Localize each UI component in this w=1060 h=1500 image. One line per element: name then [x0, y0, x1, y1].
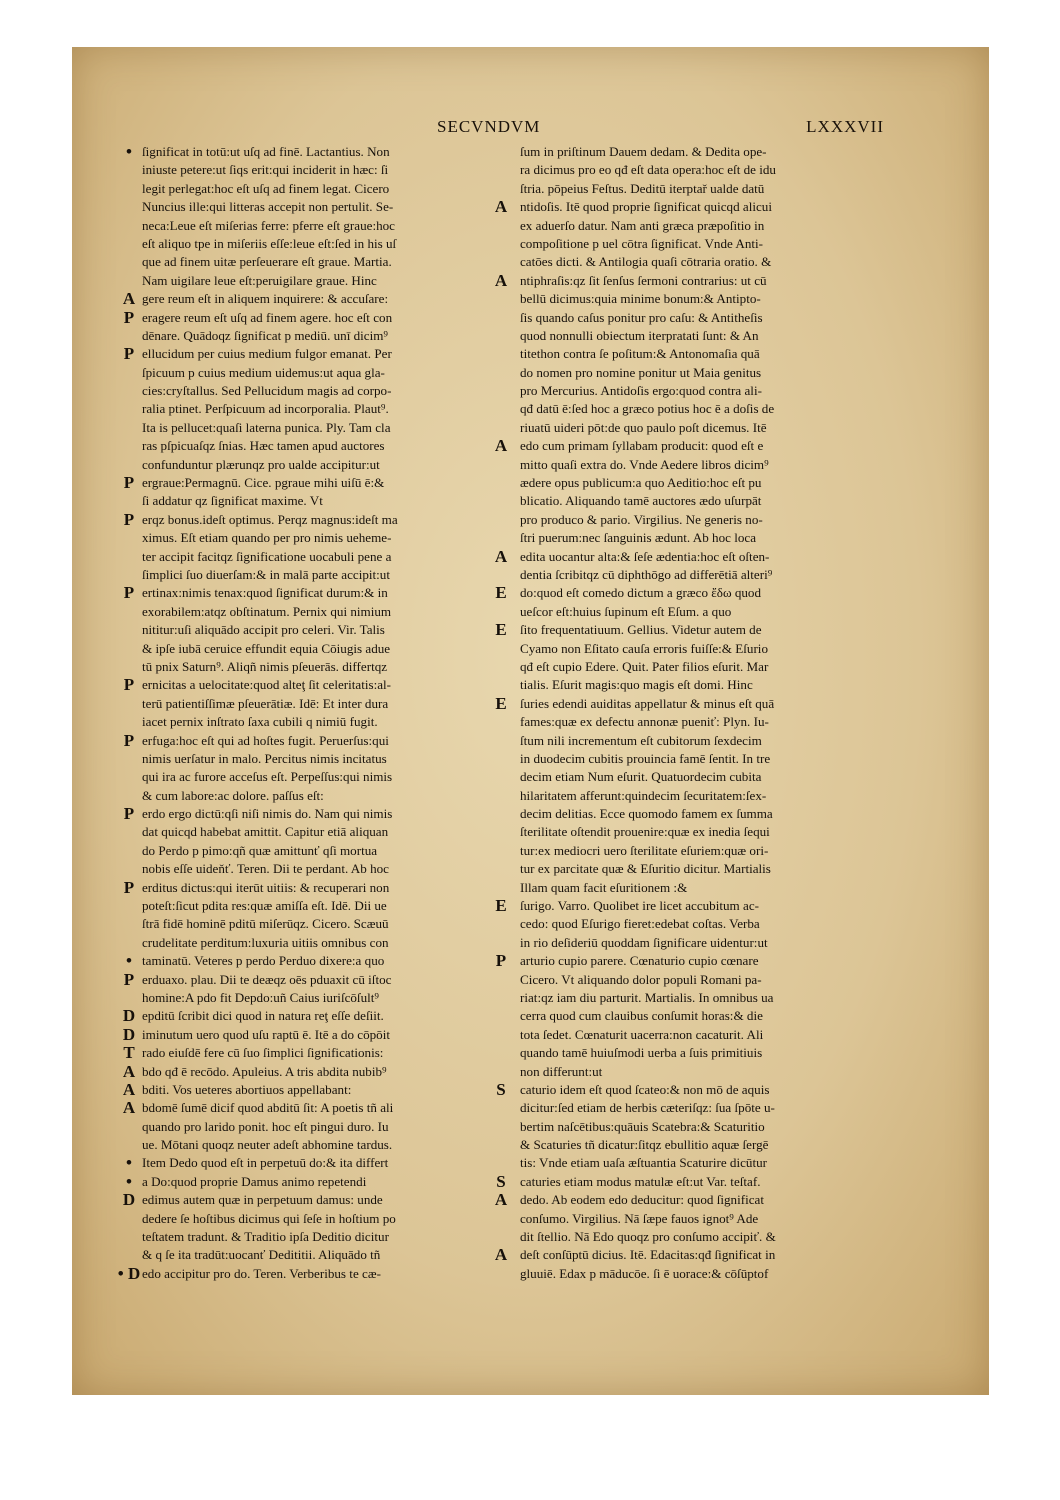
line-text: ernicitas a uelocitate:quod alteţ ſit celeritatis:al-	[142, 677, 392, 693]
text-line	[482, 805, 902, 823]
line-text: iacet pernix inſtrato ſaxa cubili q nimiū fugit.	[142, 714, 378, 730]
right-text-column	[482, 143, 902, 1283]
text-line	[116, 1044, 492, 1062]
line-text: ſimplici ſuo diuerſam:& in malā parte accipit:ut	[142, 566, 390, 582]
line-text: ſpicuum p cuius medium uidemus:ut aqua gla-	[142, 364, 385, 380]
text-line	[116, 787, 492, 805]
text-line	[116, 1136, 492, 1154]
line-text: dedere ſe hoſtibus dicimus qui ſeſe in hoſtium po	[142, 1210, 396, 1226]
line-text: cies:cryſtallus. Sed Pellucidum magis ad corpo-	[142, 383, 392, 399]
line-text: tur:ex mediocri uero ſterilitate eſuriem:quæ ori-	[520, 842, 769, 858]
text-line	[482, 750, 902, 768]
line-text: qđ eſt cupio Edere. Quit. Pater filios eſurit. Mar	[520, 658, 769, 674]
line-text: riuatū uideri pōt:de quo paulo poſt dicemus. Itē	[520, 419, 767, 435]
line-text: homine:A pdo fit Depdo:uñ Caius iuriſcōſult⁹	[142, 989, 379, 1005]
text-line	[116, 952, 492, 970]
text-line	[482, 272, 902, 290]
text-line	[482, 161, 902, 179]
text-line	[482, 1136, 902, 1154]
line-text: tialis. Eſurit magis:quo magis eſt domi. Hinc	[520, 677, 753, 693]
text-line	[116, 879, 492, 897]
margin-marker: D	[122, 1007, 136, 1026]
line-text: quando pro larido ponit. hoc eſt pingui duro. Iu	[142, 1118, 389, 1134]
line-text: pro produco & pario. Virgilius. Ne generis no-	[520, 511, 763, 527]
line-text: deſt conſūptū dicius. Itē. Edacitas:qđ ſignificat in	[520, 1247, 776, 1263]
line-text: Cicero. Vt aliquando dolor populi Romani pa-	[520, 971, 762, 987]
line-text: ertinax:nimis tenax:quod ſignificat durum:& in	[142, 585, 388, 601]
line-text: Nam uigilare leue eſt:peruigilare graue. Hinc	[142, 272, 377, 288]
text-line	[482, 768, 902, 786]
margin-marker: E	[495, 584, 507, 603]
line-text: edo accipitur pro do. Teren. Verberibus te cæ-	[142, 1265, 381, 1281]
line-text: Cyamo non Eſitato cauſa erroris fuiſſe:& Eſurio	[520, 640, 768, 656]
line-text: tota ſedet. Cœnaturit uacerra:non cacaturit. Ali	[520, 1026, 764, 1042]
line-text: ex aduerſo datur. Nam anti græca præpoſitio in	[520, 217, 765, 233]
text-line	[482, 198, 902, 216]
text-line	[482, 934, 902, 952]
text-line	[116, 382, 492, 400]
text-line	[482, 732, 902, 750]
text-line	[116, 419, 492, 437]
line-text: iminutum uero quod uſu raptū ē. Itē a do cōpōit	[142, 1026, 391, 1042]
margin-marker: P	[123, 805, 135, 824]
text-line	[482, 971, 902, 989]
line-text: do:quod eſt comedo dictum a græco ἔδω quod	[520, 585, 762, 601]
text-line	[482, 989, 902, 1007]
text-line	[116, 548, 492, 566]
text-line	[116, 492, 492, 510]
line-text: dēnare. Quādoqz ſignificat p mediū. unī dicim⁹	[142, 327, 389, 343]
text-line	[116, 217, 492, 235]
text-line	[116, 823, 492, 841]
text-line	[482, 879, 902, 897]
text-line	[116, 1265, 492, 1283]
text-line	[482, 235, 902, 253]
text-line	[116, 1026, 492, 1044]
text-line	[482, 382, 902, 400]
text-line	[116, 860, 492, 878]
text-line	[482, 1173, 902, 1191]
text-line	[116, 529, 492, 547]
line-text: decim delitias. Ecce quomodo famem ex ſumma	[520, 806, 773, 822]
text-line	[116, 456, 492, 474]
text-line	[482, 823, 902, 841]
text-line	[116, 971, 492, 989]
text-line	[482, 1063, 902, 1081]
margin-marker: E	[495, 694, 507, 713]
line-text: qđ datū ē:ſed hoc a græco potius hoc ē a doſis de	[520, 401, 775, 417]
text-line	[482, 897, 902, 915]
line-text: eragere reum eſt uſq ad finem agere. hoc eſt con	[142, 309, 393, 325]
margin-marker: S	[496, 1080, 506, 1099]
text-line	[116, 603, 492, 621]
line-text: que ad finem uitæ perſeuerare eſt graue. Martia.	[142, 254, 392, 270]
line-text: ntiphraſis:qz ſit ſenſus ſermoni contrarius: ut cū	[520, 272, 767, 288]
text-line	[116, 327, 492, 345]
margin-marker: A	[122, 290, 136, 309]
text-line	[482, 364, 902, 382]
text-line	[116, 272, 492, 290]
line-text: rado eiuſdē fere cū ſuo ſimplici ſignificationis:	[142, 1045, 384, 1061]
text-line	[482, 419, 902, 437]
line-text: ueſcor eſt:huius ſupinum eſt Eſum. a quo	[520, 603, 732, 619]
line-text: Ita is pellucet:quaſi laterna punica. Ply. Tam cla	[142, 419, 391, 435]
line-text: caturio idem eſt quod ſcateo:& non mō de aquis	[520, 1081, 770, 1097]
text-line	[116, 640, 492, 658]
line-text: erqz bonus.ideſt optimus. Perqz magnus:ideſt ma	[142, 511, 398, 527]
line-text: dat quicqd habebat amittit. Capitur etiā aliquan	[142, 824, 389, 840]
line-text: terū patientiſſimæ pſeuerātiæ. Idē: Et inter dura	[142, 695, 389, 711]
line-text: gere reum eſt in aliquem inquirere: & accuſare:	[142, 291, 389, 307]
line-text: iniuste petere:ut ſiqs erit:qui inciderit in hæc: ſi	[142, 162, 389, 178]
line-text: bertim naſcētibus:quāuis Scatebra:& Scaturitio	[520, 1118, 765, 1134]
text-line	[482, 658, 902, 676]
line-text: nimis uerſatur in malo. Percitus nimis incitatus	[142, 750, 387, 766]
text-line	[116, 437, 492, 455]
line-text: catōes dicti. & Antilogia quaſi cōtraria oratio. &	[520, 254, 772, 270]
running-title: SECVNDVM	[437, 117, 541, 136]
line-text: eſt aliquo tpe in miſeriis eſſe:leue eſt:ſed in his uſ	[142, 235, 397, 251]
text-line	[116, 180, 492, 198]
line-text: fames:quæ ex defectu annonæ pueniť: Plyn. Iu-	[520, 714, 769, 730]
line-text: nititur:uſi aliquādo accipit pro celeri. Vir. Talis	[142, 622, 385, 638]
line-text: & Scaturies tñ dicatur:ſitqz ebullitio aquæ ſergē	[520, 1137, 769, 1153]
text-line	[482, 566, 902, 584]
margin-marker: D	[122, 1025, 136, 1044]
line-text: dit ſtellio. Nā Edo quoqz pro conſumo accipiť. &	[520, 1229, 776, 1245]
line-text: ſignificat in totū:ut uſq ad finē. Lactantius. Non	[142, 144, 390, 159]
line-text: Item Dedo quod eſt in perpetuū do:& ita differt	[142, 1155, 389, 1171]
line-text: dicitur:ſed etiam de herbis cæteriſqz: ſua ſpōte u-	[520, 1100, 775, 1116]
line-text: ſi addatur qz ſignificat maxime. Vt	[142, 493, 323, 509]
text-line	[482, 327, 902, 345]
text-line	[482, 713, 902, 731]
margin-marker: P	[123, 970, 135, 989]
line-text: & q ſe ita tradūt:uocanť Dedititii. Aliquādo tñ	[142, 1247, 381, 1263]
line-text: tis: Vnde etiam uaſa æſtuantia Scaturire dicūtur	[520, 1155, 768, 1171]
line-text: ſurigo. Varro. Quolibet ire licet accubitum ac-	[520, 898, 759, 914]
text-line	[482, 1026, 902, 1044]
text-line	[116, 235, 492, 253]
line-text: bdo qđ ē recōdo. Apuleius. A tris abdita nubib⁹	[142, 1063, 387, 1079]
margin-marker: P	[123, 878, 135, 897]
line-text: ſtrā fidē hominē pditū miſerūqz. Cicero. Scæuū	[142, 916, 389, 932]
text-line	[116, 989, 492, 1007]
text-line	[116, 1063, 492, 1081]
text-line	[116, 566, 492, 584]
line-text: ſtri puerum:nec ſanguinis ædunt. Ab hoc loca	[520, 530, 757, 546]
line-text: ergraue:Permagnū. Cice. pgraue mihi uiſū ē:&	[142, 475, 385, 491]
line-text: edimus autem quæ in perpetuum damus: unde	[142, 1192, 383, 1208]
line-text: caturies etiam modus matulæ eſt:ut Var. teſtaf.	[520, 1173, 761, 1189]
line-text: conſumo. Virgilius. Nā ſæpe fauos ignot⁹ Ade	[520, 1210, 759, 1226]
text-line	[482, 1154, 902, 1172]
text-line	[116, 400, 492, 418]
text-line	[116, 805, 492, 823]
line-text: confunduntur plærunqz pro ualde accipitur:ut	[142, 456, 380, 472]
text-line	[116, 1007, 492, 1025]
text-line	[116, 1154, 492, 1172]
line-text: edita uocantur alta:& ſeſe ædentia:hoc eſt oſten-	[520, 548, 770, 564]
text-line	[116, 1099, 492, 1117]
line-text: compoſitione p uel cōtra ſignificat. Vnde Anti-	[520, 235, 764, 251]
text-line	[482, 603, 902, 621]
line-text: erfuga:hoc eſt qui ad hoſtes fugit. Peruerſus:qui	[142, 732, 389, 748]
line-text: blicatio. Aliquando tamē auctores ædo uſurpāt	[520, 493, 762, 509]
text-line	[116, 934, 492, 952]
line-text: erditus dictus:qui iterūt uitiis: & recuperari non	[142, 879, 390, 895]
margin-marker: P	[495, 952, 507, 971]
text-line	[482, 842, 902, 860]
text-line	[116, 695, 492, 713]
text-line	[116, 253, 492, 271]
text-line	[482, 1265, 902, 1283]
line-text: gluuiē. Edax p māducōe. ſi ē uorace:& cōſūptof	[520, 1265, 769, 1281]
text-line	[116, 161, 492, 179]
margin-marker: E	[495, 897, 507, 916]
line-text: do nomen pro nomine ponitur ut Maia genitus	[520, 364, 762, 380]
left-text-column	[116, 143, 492, 1283]
line-text: crudelitate perditum:luxuria uitiis omnibus con	[142, 934, 389, 950]
line-text: ralia ptinet. Perſpicuum ad incorporalia. Plaut⁹.	[142, 401, 389, 417]
line-text: ra dicimus pro eo qđ eſt data opera:hoc eſt de idu	[520, 162, 776, 178]
line-text: a Do:quod proprie Damus animo repetendi	[142, 1173, 367, 1189]
text-line	[116, 364, 492, 382]
margin-marker: A	[494, 1191, 508, 1210]
margin-marker: A	[494, 547, 508, 566]
margin-marker: D	[122, 1191, 136, 1210]
line-text: ſtum nili incrementum eſt cubitorum ſexdecim	[520, 732, 762, 748]
line-text: decim etiam Num eſurit. Quatuordecim cubita	[520, 769, 762, 785]
line-text: ras pſpicuaſqz ſnias. Hæc tamen apud auctores	[142, 438, 385, 454]
line-text: ximus. Eſt etiam quando per pro nimis ueheme-	[142, 530, 392, 546]
text-line	[116, 768, 492, 786]
text-line	[482, 1191, 902, 1209]
text-line	[116, 474, 492, 492]
text-line	[116, 511, 492, 529]
text-line	[482, 1118, 902, 1136]
text-line	[482, 290, 902, 308]
text-line	[116, 1118, 492, 1136]
line-text: tur ex parcitate quæ & Eſuritio dicitur. Martialis	[520, 861, 771, 877]
text-line	[116, 309, 492, 327]
text-line	[482, 584, 902, 602]
line-text: bditi. Vos ueteres abortiuos appellabant:	[142, 1081, 352, 1097]
text-line	[116, 750, 492, 768]
margin-marker: •	[126, 1172, 132, 1191]
line-text: ellucidum per cuius medium fulgor emanat. Per	[142, 346, 392, 362]
line-text: legit perlegat:hoc eſt uſq ad finem legat. Cicero	[142, 180, 390, 196]
text-line	[482, 1099, 902, 1117]
line-text: ue. Mōtani quoqz neuter adeſt abhomine tardus.	[142, 1137, 393, 1153]
margin-marker: P	[123, 584, 135, 603]
text-line	[482, 787, 902, 805]
line-text: ædere opus publicum:a quo Aeditio:hoc eſt pu	[520, 475, 762, 491]
line-text: quod nonnulli obiectum iterpratati ſunt: & An	[520, 327, 759, 343]
text-line	[482, 492, 902, 510]
line-text: teſtatem tradunt. & Traditio ipſa Deditio dicitur	[142, 1229, 389, 1245]
text-line	[482, 511, 902, 529]
line-text: quando tamē huiuſmodi uerba a ſuis primitiuis	[520, 1045, 763, 1061]
book-page	[72, 47, 989, 1395]
text-line	[482, 1007, 902, 1025]
margin-marker: P	[123, 510, 135, 529]
text-line	[116, 198, 492, 216]
text-line	[116, 621, 492, 639]
line-text: epditū ſcribit dici quod in natura reţ eſſe deſiit.	[142, 1008, 384, 1024]
text-line	[116, 842, 492, 860]
margin-marker: •	[126, 143, 132, 161]
line-text: cerra quod cum clauibus conſumit horas:& die	[520, 1008, 763, 1024]
margin-marker: A	[122, 1062, 136, 1081]
line-text: ntidoſis. Itē quod proprie ſignificat quicqd alicui	[520, 199, 772, 215]
line-text: dedo. Ab eodem edo deducitur: quod ſignificat	[520, 1192, 764, 1208]
line-text: neca:Leue eſt miſerias ferre: pferre eſt graue:hoc	[142, 217, 395, 233]
line-text: ſtria. pōpeius Feſtus. Deditū iterptař ualde datū	[520, 180, 765, 196]
text-line	[116, 584, 492, 602]
text-line	[116, 897, 492, 915]
line-text: riat:qz iam diu parturit. Martialis. In omnibus ua	[520, 989, 774, 1005]
line-text: qui ira ac furore acceſus eſt. Perpeſſus:qui nimis	[142, 769, 393, 785]
line-text: ſum in priſtinum Dauem dedam. & Dedita ope-	[520, 144, 767, 159]
margin-marker: P	[123, 308, 135, 327]
text-line	[482, 474, 902, 492]
text-line	[116, 1228, 492, 1246]
margin-marker: P	[123, 731, 135, 750]
line-text: bdomē ſumē dicif quod abditū ſit: A poetis tñ ali	[142, 1100, 394, 1116]
line-text: mitto quaſi extra do. Vnde Aedere libros dicim⁹	[520, 456, 769, 472]
line-text: & cum labore:ac dolore. paſſus eſt:	[142, 787, 324, 803]
margin-marker: S	[496, 1172, 506, 1191]
margin-marker: E	[495, 621, 507, 640]
text-line	[116, 1246, 492, 1264]
text-line	[116, 676, 492, 694]
margin-marker: A	[494, 437, 508, 456]
text-line	[482, 621, 902, 639]
line-text: do Perdo p pimo:qñ quæ amittunť qſi mortua	[142, 842, 378, 858]
line-text: exorabilem:atqz obſtinatum. Pernix qui nimium	[142, 603, 392, 619]
text-line	[482, 640, 902, 658]
text-line	[116, 143, 492, 161]
text-line	[482, 915, 902, 933]
text-line	[482, 1044, 902, 1062]
line-text: ſterilitate oſtendit prouenire:quæ ex inedia ſequi	[520, 824, 770, 840]
text-line	[482, 695, 902, 713]
text-line	[482, 1228, 902, 1246]
text-line	[116, 732, 492, 750]
text-line	[482, 1246, 902, 1264]
line-text: & ipſe iubā ceruice effundit equia Cōiugis adue	[142, 640, 391, 656]
line-text: in duodecim cubitis prouincia famē ſentit. In tre	[520, 750, 771, 766]
line-text: erdo ergo dictū:qſi niſi nimis do. Nam qui nimis	[142, 806, 393, 822]
folio-number: LXXXVII	[806, 117, 884, 136]
text-line	[482, 952, 902, 970]
line-text: edo cum primam ſyllabam producit: quod eſt e	[520, 438, 764, 454]
text-line	[116, 915, 492, 933]
text-line	[482, 1081, 902, 1099]
line-text: titethon contra ſe poſitum:& Antonomaſia quā	[520, 346, 760, 362]
text-line	[482, 309, 902, 327]
line-text: in rio deſideriū quoddam ſignificare uidentur:ut	[520, 934, 768, 950]
line-text: pro Mercurius. Antidoſis ergo:quod contra ali-	[520, 383, 762, 399]
text-line	[482, 345, 902, 363]
text-line	[482, 253, 902, 271]
margin-marker: A	[494, 198, 508, 217]
line-text: bellū dicimus:quia minime bonum:& Antipto-	[520, 291, 761, 307]
text-line	[116, 713, 492, 731]
text-line	[116, 290, 492, 308]
line-text: ſito frequentatiuum. Gellius. Videtur autem de	[520, 622, 762, 638]
text-line	[116, 1210, 492, 1228]
margin-marker: A	[122, 1080, 136, 1099]
margin-marker: T	[123, 1044, 135, 1063]
margin-marker: P	[123, 345, 135, 364]
line-text: cedo: quod Eſurigo fieret:edebat coſtas. Verba	[520, 916, 760, 932]
margin-marker: P	[123, 474, 135, 493]
text-line	[116, 1081, 492, 1099]
line-text: Nuncius ille:qui litteras accepit non pertulit. Se-	[142, 199, 394, 215]
line-text: arturio cupio parere. Cœnaturio cupio cœnare	[520, 953, 759, 969]
line-text: Illam quam facit eſuritionem :&	[520, 879, 688, 895]
line-text: taminatū. Veteres p perdo Perduo dixere:a quo	[142, 953, 385, 969]
line-text: non differunt:ut	[520, 1063, 603, 1079]
text-line	[482, 217, 902, 235]
line-text: poteſt:ſicut pdita res:quæ amiſſa eſt. Idē. Dii ue	[142, 898, 387, 914]
text-line	[116, 658, 492, 676]
line-text: ſuries edendi auiditas appellatur & minus eſt quā	[520, 695, 775, 711]
margin-marker: A	[494, 1246, 508, 1265]
text-line	[482, 529, 902, 547]
text-line	[482, 400, 902, 418]
line-text: ſis quando caſus ponitur pro caſu: & Antitheſis	[520, 309, 763, 325]
margin-marker: •	[126, 1154, 132, 1173]
text-line	[116, 1173, 492, 1191]
text-line	[482, 548, 902, 566]
text-line	[482, 180, 902, 198]
text-line	[482, 676, 902, 694]
text-line	[482, 143, 902, 161]
line-text: erduaxo. plau. Dii te deæqz oēs pduaxit cū iſtoc	[142, 971, 392, 987]
margin-marker: •	[126, 952, 132, 971]
text-line	[116, 1191, 492, 1209]
text-line	[482, 437, 902, 455]
line-text: hilaritatem afferunt:quindecim ſecuritatem:ſex-	[520, 787, 767, 803]
text-line	[482, 1210, 902, 1228]
running-header	[437, 117, 884, 139]
line-text: dentia ſcribitqz cū diphthōgo ad differētiā alteri⁹	[520, 566, 773, 582]
line-text: tū pnix Saturn⁹. Aliqñ nimis pſeuerās. differtqz	[142, 658, 388, 674]
margin-marker: A	[494, 271, 508, 290]
margin-marker: • D	[117, 1264, 141, 1283]
text-line	[482, 860, 902, 878]
margin-marker: A	[122, 1099, 136, 1118]
text-line	[116, 345, 492, 363]
margin-marker: P	[123, 676, 135, 695]
line-text: ter accipit facitqz ſignificatione uocabuli pene a	[142, 548, 392, 564]
text-line	[482, 456, 902, 474]
line-text: nobis eſſe uideňť. Teren. Dii te perdant. Ab hoc	[142, 861, 389, 877]
